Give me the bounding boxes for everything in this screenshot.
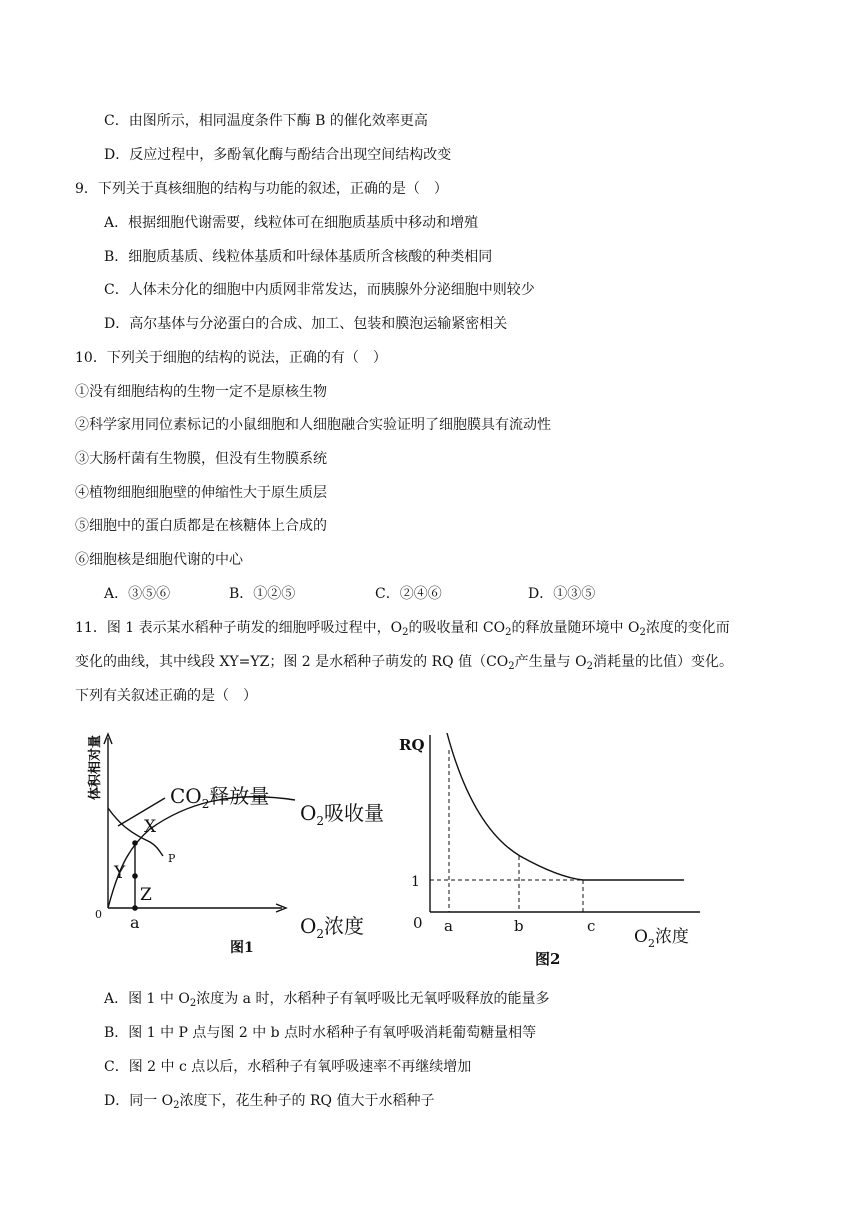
- q11-option-c: C．图 2 中 c 点以后，水稻种子有氧呼吸速率不再继续增加: [104, 1059, 472, 1075]
- fig1-tick-a: a: [130, 913, 140, 932]
- fig1-co2-label: $CO_2$释放量: [170, 784, 270, 811]
- fig1-o2-curve: [108, 797, 295, 908]
- q8-option-c: C．由图所示，相同温度条件下酶 B 的催化效率更高: [104, 113, 428, 129]
- q10-statement-3: ③大肠杆菌有生物膜，但没有生物膜系统: [75, 451, 327, 467]
- fig1-ylabel: 体积相对量: [88, 734, 103, 800]
- fig1-label-p: P: [168, 852, 176, 865]
- q10-statement-4: ④植物细胞细胞壁的伸缩性大于原生质层: [75, 485, 327, 501]
- q10-stem: 10．下列关于细胞的结构的说法，正确的有（ ）: [75, 350, 387, 366]
- q9-option-a: A．根据细胞代谢需要，线粒体可在细胞质基质中移动和增殖: [104, 215, 479, 231]
- q11-stem-line-3: 下列有关叙述正确的是（ ）: [75, 688, 257, 704]
- q10-statement-5: ⑤细胞中的蛋白质都是在核糖体上合成的: [75, 518, 327, 534]
- q11-option-b: B．图 1 中 P 点与图 2 中 b 点时水稻种子有氧呼吸消耗葡萄糖量相等: [104, 1025, 537, 1041]
- fig1-co2-leader: [118, 798, 165, 826]
- figure-1: [80, 725, 390, 965]
- fig2-xlabel: $O_2$浓度: [634, 927, 689, 950]
- fig1-caption: 图1: [230, 940, 254, 956]
- q9-stem: 9．下列关于真核细胞的结构与功能的叙述，正确的是（ ）: [75, 181, 448, 197]
- fig1-point-y: [132, 873, 138, 879]
- fig2-tick-c: c: [587, 917, 596, 935]
- fig1-xlabel: $O_2$浓度: [300, 914, 365, 941]
- q10-option-b: B．①②⑤: [229, 586, 296, 602]
- q9-option-c: C．人体未分化的细胞中内质网非常发达，而胰腺外分泌细胞中则较少: [104, 282, 535, 298]
- fig2-caption: 图2: [535, 950, 561, 968]
- fig2-rq-curve: [447, 733, 684, 880]
- q11-stem-line-1: 11．图 1 表示某水稻种子萌发的细胞呼吸过程中，$O_2$的吸收量和 $CO_2$的释放量随环境中 $O_2$浓度的变化而: [75, 620, 730, 638]
- q10-option-a: A．③⑤⑥: [104, 586, 171, 602]
- fig1-label-z: Z: [140, 885, 152, 905]
- fig2-tick-one: 1: [411, 874, 420, 890]
- q10-statement-1: ①没有细胞结构的生物一定不是原核生物: [75, 384, 327, 400]
- q8-option-d: D．反应过程中，多酚氧化酶与酚结合出现空间结构改变: [104, 147, 452, 163]
- q9-option-b: B．细胞质基质、线粒体基质和叶绿体基质所含核酸的种类相同: [104, 249, 493, 265]
- figure-2: [390, 725, 710, 975]
- fig1-origin: 0: [95, 908, 102, 921]
- q11-option-a: A．图 1 中 $O_2$浓度为 a 时，水稻种子有氧呼吸比无氧呼吸释放的能量多: [104, 991, 550, 1009]
- q10-statement-6: ⑥细胞核是细胞代谢的中心: [75, 552, 243, 568]
- fig2-tick-b: b: [514, 917, 524, 935]
- q10-option-c: C．②④⑥: [375, 586, 442, 602]
- q10-statement-2: ②科学家用同位素标记的小鼠细胞和人细胞融合实验证明了细胞膜具有流动性: [75, 417, 551, 433]
- fig1-label-x: X: [144, 817, 157, 837]
- fig1-o2-label: $O_2$吸收量: [300, 801, 385, 828]
- q9-option-d: D．高尔基体与分泌蛋白的合成、加工、包装和膜泡运输紧密相关: [104, 316, 508, 332]
- fig1-point-z: [132, 905, 138, 911]
- fig2-ylabel: RQ: [399, 736, 425, 754]
- q11-stem-line-2: 变化的曲线，其中线段 XY=YZ；图 2 是水稻种子萌发的 RQ 值（$CO_2$产生量与 $O_2$消耗量的比值）变化。: [75, 654, 733, 672]
- q11-option-d: D．同一 $O_2$浓度下，花生种子的 RQ 值大于水稻种子: [104, 1093, 435, 1111]
- q10-option-d: D．①③⑤: [528, 586, 596, 602]
- fig2-tick-a: a: [444, 917, 453, 935]
- fig1-label-y: Y: [114, 863, 126, 883]
- fig2-origin: 0: [413, 914, 423, 932]
- fig1-point-x: [132, 840, 138, 846]
- q10-options: [104, 584, 764, 604]
